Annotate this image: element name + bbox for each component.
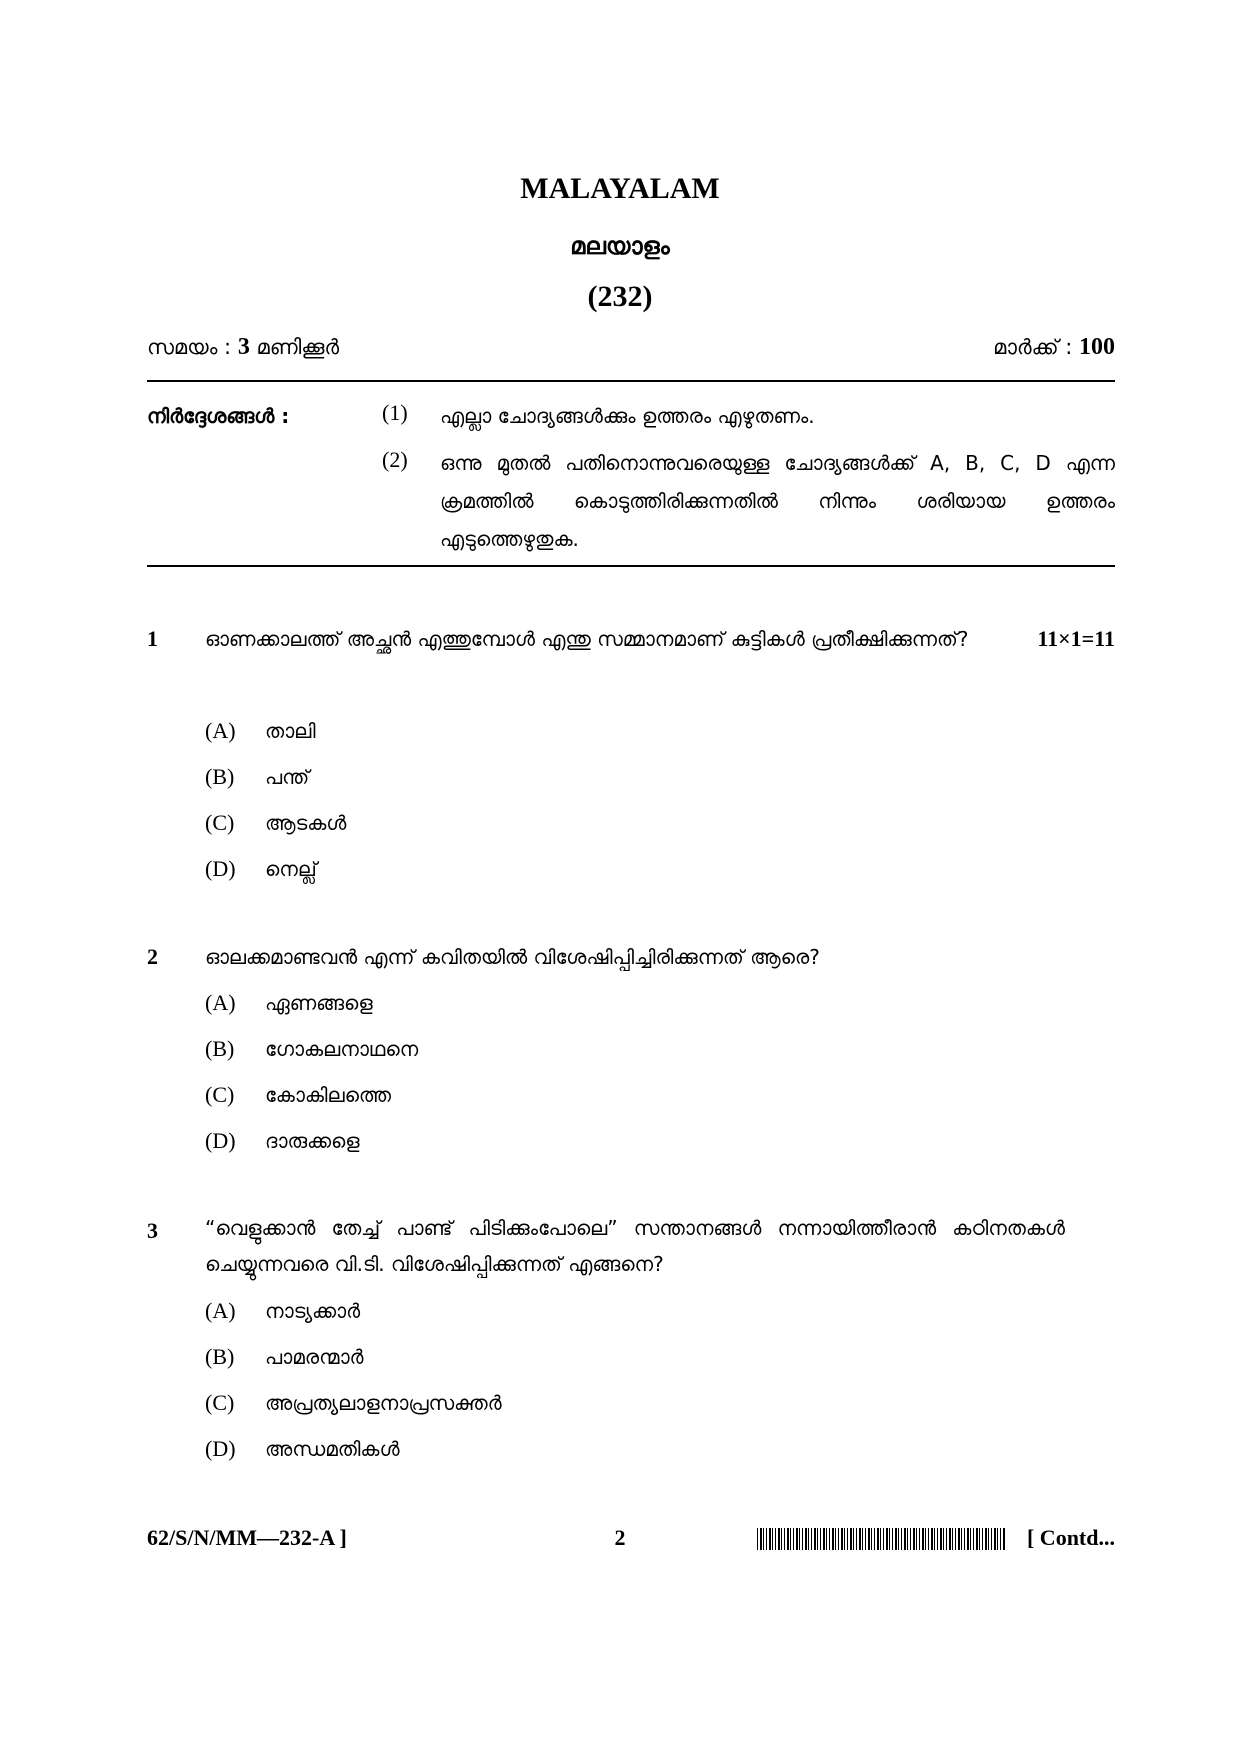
- max-marks: [993, 334, 1115, 361]
- time-label: സമയം :: [147, 335, 232, 359]
- option: [205, 1128, 360, 1158]
- option: [205, 856, 317, 886]
- marks-label: മാർക്ക് :: [993, 335, 1073, 359]
- question-text: ഓണക്കാലത്ത് അച്ഛൻ എത്തുമ്പോൾ എന്തു സമ്മാനമാണ് കുട്ടികൾ പ്രതീക്ഷിക്കുന്നത്?: [205, 627, 969, 651]
- question-text: “വെളുക്കാൻ തേച്ച് പാണ്ട് പിടിക്കുംപോലെ” സന്താനങ്ങൾ നന്നായിത്തീരാൻ കഠിനതകൾ ചെയ്യുന്നവരെ വി.ടി. വിശേഷിപ്പിക്കുന്നത് എങ്ങനെ?: [205, 1216, 1065, 1276]
- question-number: 2: [147, 944, 158, 969]
- option-text: താലി: [265, 719, 316, 743]
- option-label: (C): [205, 810, 235, 835]
- option-label: (D): [205, 1436, 236, 1461]
- exam-subtitle-malayalam: മലയാളം: [570, 232, 670, 260]
- question-marks: 11×1=11: [1037, 626, 1115, 651]
- option: [205, 1036, 418, 1066]
- option-text: ഗോകലനാഥനെ: [265, 1037, 419, 1061]
- time-value: 3: [237, 334, 250, 360]
- option-label: (A): [205, 718, 236, 743]
- option-label: (A): [205, 990, 236, 1015]
- question-text: ഓലക്കമാണ്ടവൻ എന്ന് കവിതയിൽ വിശേഷിപ്പിച്ചിരിക്കുന്നത് ആരെ?: [205, 945, 820, 969]
- option-label: (D): [205, 1128, 236, 1153]
- option-label: (A): [205, 1298, 236, 1323]
- option-label: (B): [205, 1344, 235, 1369]
- option-text: ഏണങ്ങളെ: [265, 991, 373, 1015]
- question-number: 3: [147, 1218, 158, 1243]
- option-text: നെല്ല്: [265, 857, 317, 881]
- option: [205, 1082, 391, 1112]
- option-text: കോകിലത്തെ: [265, 1083, 391, 1107]
- option-text: ആടകൾ: [265, 811, 347, 835]
- exam-title: MALAYALAM: [520, 172, 720, 205]
- paper-code: 62/S/N/MM—232-A ]: [147, 1525, 347, 1550]
- instructions-label: നിർദ്ദേശങ്ങൾ :: [147, 404, 290, 428]
- option: [205, 1390, 502, 1420]
- subject-code: (232): [587, 280, 653, 313]
- bottom-divider: [147, 565, 1115, 567]
- time-unit: മണിക്കൂർ: [256, 335, 340, 359]
- question-number: 1: [147, 626, 158, 651]
- marks-value: 100: [1079, 334, 1115, 360]
- option: [205, 718, 316, 748]
- option: [205, 810, 346, 840]
- option-label: (C): [205, 1390, 235, 1415]
- instruction-text: എല്ലാ ചോദ്യങ്ങൾക്കും ഉത്തരം എഴുതണം.: [440, 404, 815, 428]
- option: [205, 1344, 364, 1374]
- option-label: (D): [205, 856, 236, 881]
- instruction-number: (2): [382, 447, 408, 472]
- option-label: (B): [205, 1036, 235, 1061]
- option-text: പന്ത്: [265, 765, 310, 789]
- option-text: അന്ധമതികൾ: [265, 1437, 400, 1461]
- option-text: നാട്യക്കാർ: [265, 1299, 361, 1323]
- option-text: പാമരന്മാർ: [265, 1345, 364, 1369]
- time-allowed: [147, 334, 339, 361]
- option: [205, 1298, 360, 1328]
- option-label: (B): [205, 764, 235, 789]
- instruction-number: (1): [382, 400, 408, 425]
- page-number: 2: [614, 1525, 626, 1550]
- option-label: (C): [205, 1082, 235, 1107]
- option: [205, 764, 309, 794]
- option: [205, 990, 373, 1020]
- option-text: അപ്രത്യലാളനാപ്രസക്തർ: [265, 1391, 502, 1415]
- instruction-text: ഒന്നു മുതൽ പതിനൊന്നുവരെയുള്ള ചോദ്യങ്ങൾക്ക് A, B, C, D എന്ന ക്രമത്തിൽ കൊടുത്തിരിക്കുന്നതിൽ നിന്നും ശരിയായ ഉത്തരം എടുത്തെഴുതുക.: [440, 451, 1115, 551]
- barcode: [757, 1528, 1005, 1550]
- continued-label: [ Contd...: [1026, 1525, 1115, 1550]
- option: [205, 1436, 400, 1466]
- top-divider: [147, 380, 1115, 382]
- option-text: ദാരുക്കളെ: [265, 1129, 360, 1153]
